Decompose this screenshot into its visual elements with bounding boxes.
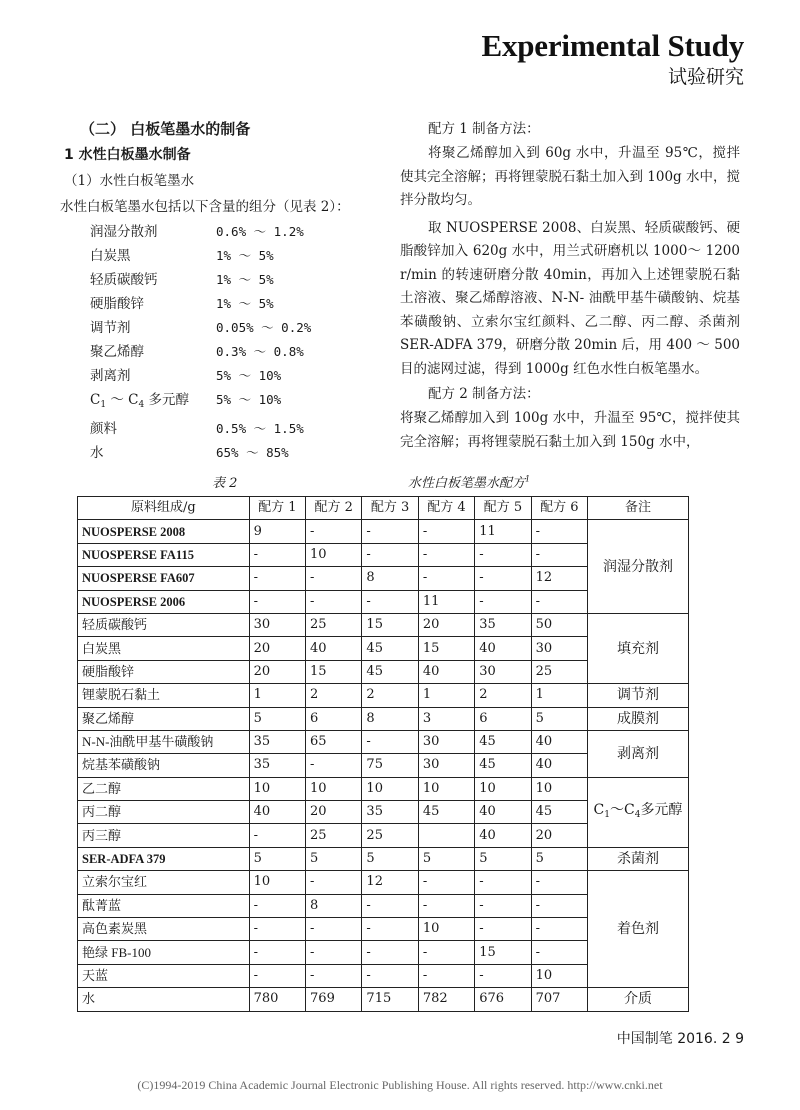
table-cell-value: 715 (362, 988, 418, 1011)
component-range: 0.3% ～ 0.8% (216, 344, 304, 359)
table-cell-material: 立索尔宝红 (78, 871, 250, 894)
table-row (78, 871, 689, 894)
component-range: 5% ～ 10% (216, 368, 282, 383)
table-cell-value: 45 (362, 660, 418, 683)
table-cell-value: 2 (306, 684, 362, 707)
component-range: 0.05% ～ 0.2% (216, 320, 312, 335)
table-cell-material: 乙二醇 (78, 777, 250, 800)
table-cell-value: 25 (362, 824, 418, 847)
table-cell-value: - (475, 918, 531, 941)
table-cell-value: - (362, 894, 418, 917)
table-cell-material: 聚乙烯醇 (78, 707, 250, 730)
table-cell-value: 20 (249, 637, 305, 660)
table-row (78, 613, 689, 636)
table-cell-value: - (418, 964, 474, 987)
component-range: 65% ～ 85% (216, 445, 289, 460)
table-row (78, 707, 689, 730)
table-header-cell: 配方 6 (531, 497, 587, 520)
table-cell-value: - (531, 520, 587, 543)
table-row (78, 684, 689, 707)
table-cell-value: - (475, 964, 531, 987)
table-cell-value: 6 (306, 707, 362, 730)
table-cell-value: 40 (475, 824, 531, 847)
table-cell-value: 8 (362, 707, 418, 730)
component-name: 润湿分散剂 (90, 224, 158, 240)
table-cell-value: 1 (531, 684, 587, 707)
section-title: （二） 白板笔墨水的制备 (80, 120, 251, 138)
table-cell-value: 45 (475, 754, 531, 777)
table-cell-value: 40 (531, 730, 587, 753)
table-cell-value: 50 (531, 613, 587, 636)
table-cell-value: - (475, 543, 531, 566)
table-cell-value: 75 (362, 754, 418, 777)
table-cell-value: 10 (475, 777, 531, 800)
table-cell-value: 5 (249, 707, 305, 730)
table-cell-material: 丙三醇 (78, 824, 250, 847)
table-cell-material: 酞菁蓝 (78, 894, 250, 917)
table-cell-value: - (418, 520, 474, 543)
table-cell-value: 40 (531, 754, 587, 777)
table-cell-value: 1 (249, 684, 305, 707)
table-header-cell: 配方 1 (249, 497, 305, 520)
table-cell-value: 10 (531, 777, 587, 800)
table-cell-value: 15 (418, 637, 474, 660)
component-row (90, 364, 392, 388)
table-cell-value: 676 (475, 988, 531, 1011)
table-cell-value: - (418, 543, 474, 566)
table-cell-value: - (249, 964, 305, 987)
table-row (78, 520, 689, 543)
table-cell-value: 30 (249, 613, 305, 636)
table-cell-material: 水 (78, 988, 250, 1011)
table-cell-value: - (475, 871, 531, 894)
component-row (90, 220, 392, 244)
table-cell-material: N-N-油酰甲基牛磺酸钠 (78, 730, 250, 753)
table-cell-value: - (531, 871, 587, 894)
table-cell-value: - (362, 543, 418, 566)
table-cell-value: 15 (362, 613, 418, 636)
method2-title: 配方 2 制备方法： (428, 386, 540, 402)
table-cell-value: - (306, 567, 362, 590)
table-cell-value: 40 (418, 660, 474, 683)
table-caption-number: 表 2 (212, 476, 238, 491)
table-row (78, 730, 689, 753)
table-cell-material: NUOSPERSE FA607 (78, 567, 250, 590)
table-cell-material: NUOSPERSE 2008 (78, 520, 250, 543)
table-row (78, 847, 689, 870)
table-cell-value: 35 (249, 754, 305, 777)
table-row (78, 777, 689, 800)
table-cell-value: 11 (418, 590, 474, 613)
component-row (90, 292, 392, 316)
table-cell-value: - (418, 567, 474, 590)
component-name: 硬脂酸锌 (90, 296, 144, 312)
table-cell-value: - (306, 520, 362, 543)
table-cell-value: - (306, 590, 362, 613)
component-row (90, 268, 392, 292)
table-row (78, 988, 689, 1011)
subsection-title: 1 水性白板墨水制备 (64, 147, 191, 163)
table-cell-value: 10 (306, 777, 362, 800)
left-column (62, 116, 392, 465)
table-cell-value: 20 (306, 801, 362, 824)
table-cell-note: $C_1\sim C_4$多元醇 (587, 777, 688, 847)
table-cell-value: - (362, 918, 418, 941)
table-cell-value: - (475, 590, 531, 613)
method1-paragraph-1: 将聚乙烯醇加入到 60g 水中，升温至 95℃，搅拌使其完全溶解；再将锂蒙脱石黏土加入到 100g 水中，搅拌分散均匀。 (400, 145, 740, 208)
method2-paragraph-1: 将聚乙烯醇加入到 100g 水中，升温至 95℃，搅拌使其完全溶解；再将锂蒙脱石黏土加入到 150g 水中， (400, 410, 740, 450)
table-cell-material: 锂蒙脱石黏土 (78, 684, 250, 707)
table-cell-value: 45 (362, 637, 418, 660)
table-cell-value: - (531, 590, 587, 613)
table-cell-value: 10 (249, 871, 305, 894)
table-cell-value: 1 (418, 684, 474, 707)
table-cell-value: - (531, 543, 587, 566)
component-name: 聚乙烯醇 (90, 344, 144, 360)
right-column (400, 116, 740, 454)
table-header-row (78, 497, 689, 520)
table-cell-note: 剥离剂 (587, 730, 688, 777)
table-cell-value: 25 (306, 613, 362, 636)
table-cell-material: NUOSPERSE 2006 (78, 590, 250, 613)
table-cell-note: 润湿分散剂 (587, 520, 688, 614)
table-cell-value: - (531, 894, 587, 917)
table-cell-value: - (531, 918, 587, 941)
table-cell-material: NUOSPERSE FA115 (78, 543, 250, 566)
table-cell-value: 10 (531, 964, 587, 987)
table-cell-value: - (306, 754, 362, 777)
table-cell-value: 25 (306, 824, 362, 847)
table-cell-material: 丙二醇 (78, 801, 250, 824)
table-cell-value: 40 (475, 637, 531, 660)
table-cell-value: - (362, 941, 418, 964)
table-cell-value: 15 (475, 941, 531, 964)
component-row (90, 417, 392, 441)
component-row (90, 388, 392, 417)
component-range: 5% ～ 10% (216, 392, 282, 407)
table-cell-value: 45 (418, 801, 474, 824)
component-range: 1% ～ 5% (216, 272, 274, 287)
table-cell-value: 3 (418, 707, 474, 730)
table-cell-value: 12 (531, 567, 587, 590)
component-name: 调节剂 (90, 320, 131, 336)
table-cell-material: 天蓝 (78, 964, 250, 987)
header-title-en: Experimental Study (481, 28, 744, 63)
intro-text: 水性白板笔墨水包括以下含量的组分（见表 2）： (60, 199, 350, 215)
table-cell-value: 45 (531, 801, 587, 824)
table-cell-note: 介质 (587, 988, 688, 1011)
table-cell-value: 35 (249, 730, 305, 753)
table-cell-value: 12 (362, 871, 418, 894)
table-cell-value: 20 (249, 660, 305, 683)
table-cell-value: 20 (531, 824, 587, 847)
table-cell-note: 杀菌剂 (587, 847, 688, 870)
table-cell-value: 769 (306, 988, 362, 1011)
component-name: 轻质碳酸钙 (90, 272, 158, 288)
component-range: 0.6% ～ 1.2% (216, 224, 304, 239)
subsubsection-title: （1）水性白板笔墨水 (64, 173, 195, 189)
formula-table (77, 496, 689, 1012)
table-cell-value: 5 (531, 847, 587, 870)
table-cell-value: 40 (249, 801, 305, 824)
table-cell-material: 烷基苯磺酸钠 (78, 754, 250, 777)
component-range: 1% ～ 5% (216, 296, 274, 311)
table-cell-value: 782 (418, 988, 474, 1011)
table-cell-value: 707 (531, 988, 587, 1011)
table-caption-title: 水性白板笔墨水配方$^1$ (408, 474, 531, 491)
table-cell-value: 65 (306, 730, 362, 753)
table-cell-value: 35 (475, 613, 531, 636)
table-cell-material: 艳绿 FB-100 (78, 941, 250, 964)
table-cell-value: - (249, 918, 305, 941)
component-name: 剥离剂 (90, 368, 131, 384)
table-cell-value: 35 (362, 801, 418, 824)
table-cell-material: 白炭黑 (78, 637, 250, 660)
table-cell-value: 15 (306, 660, 362, 683)
component-name: $C_1$ ～ $C_4$ 多元醇 (90, 392, 190, 410)
table-cell-value: - (475, 567, 531, 590)
component-name: 白炭黑 (90, 248, 131, 264)
table-header-cell: 配方 3 (362, 497, 418, 520)
table-cell-value: 5 (306, 847, 362, 870)
table-cell-value: - (249, 543, 305, 566)
table-cell-material: 高色素炭黑 (78, 918, 250, 941)
table-cell-value: 5 (418, 847, 474, 870)
table-cell-value: 40 (475, 801, 531, 824)
table-cell-note: 填充剂 (587, 613, 688, 683)
table-cell-value: 30 (418, 754, 474, 777)
table-cell-value: 10 (418, 777, 474, 800)
table-cell-note: 调节剂 (587, 684, 688, 707)
table-cell-value: 30 (475, 660, 531, 683)
method1-title: 配方 1 制备方法： (428, 121, 540, 137)
table-cell-value: 10 (362, 777, 418, 800)
table-cell-value: 10 (306, 543, 362, 566)
table-cell-material: SER-ADFA 379 (78, 847, 250, 870)
table-cell-value: 2 (362, 684, 418, 707)
table-header-cell: 原料组成/g (78, 497, 250, 520)
method1-paragraph-2: 取 NUOSPERSE 2008、白炭黑、轻质碳酸钙、硬脂酸锌加入 620g 水中，用兰式研磨机以 1000～ 1200 r/min 的转速研磨分散 40min，再加入上述锂蒙脱石黏土溶液、聚乙烯醇溶液、N-N- 油酰甲基牛磺酸钠、烷基苯磺酸钠、立索尔宝红颜料、乙二醇、丙二醇、杀菌剂 SER-ADFA 379，研磨分散 20min 后，用 400 ～ 500 目的滤网过滤，得到 1000g 红色水性白板笔墨水。 (400, 219, 740, 377)
table-cell-value: 8 (362, 567, 418, 590)
table-cell-value: - (418, 871, 474, 894)
table-header-cell: 配方 4 (418, 497, 474, 520)
table-cell-value: 30 (418, 730, 474, 753)
table-cell-value: - (249, 824, 305, 847)
table-cell-value: 10 (249, 777, 305, 800)
table-cell-value: - (475, 894, 531, 917)
table-cell-note: 成膜剂 (587, 707, 688, 730)
table-cell-value: - (249, 894, 305, 917)
table-cell-value: - (306, 964, 362, 987)
component-row (90, 340, 392, 364)
component-name: 颜料 (90, 421, 117, 437)
table-cell-value: 20 (418, 613, 474, 636)
component-row (90, 244, 392, 268)
table-cell-value: 5 (249, 847, 305, 870)
table-cell-value: - (531, 941, 587, 964)
table-cell-value: 5 (531, 707, 587, 730)
component-range: 1% ～ 5% (216, 248, 274, 263)
table-cell-value: - (362, 964, 418, 987)
table-cell-value: 30 (531, 637, 587, 660)
table-header-cell: 配方 5 (475, 497, 531, 520)
table-cell-value: 25 (531, 660, 587, 683)
table-cell-value: - (418, 941, 474, 964)
table-cell-note: 着色剂 (587, 871, 688, 988)
table-cell-value: 5 (362, 847, 418, 870)
table-cell-value: 6 (475, 707, 531, 730)
component-range: 0.5% ～ 1.5% (216, 421, 304, 436)
table-cell-value: 8 (306, 894, 362, 917)
table-cell-value: - (249, 941, 305, 964)
table-cell-value: - (418, 894, 474, 917)
table-cell-value: - (306, 941, 362, 964)
table-caption (0, 472, 800, 492)
table-cell-value: 40 (306, 637, 362, 660)
table-cell-value: - (362, 730, 418, 753)
page-footer: 中国制笔 2016. 2 9 (616, 1031, 744, 1047)
table-cell-value: - (362, 590, 418, 613)
table-cell-material: 轻质碳酸钙 (78, 613, 250, 636)
table-cell-value: 11 (475, 520, 531, 543)
table-cell-value: 780 (249, 988, 305, 1011)
table-cell-value (418, 824, 474, 847)
table-cell-value: 10 (418, 918, 474, 941)
table-cell-value: - (306, 871, 362, 894)
table-cell-value: 45 (475, 730, 531, 753)
table-cell-value: - (249, 590, 305, 613)
component-name: 水 (90, 445, 104, 461)
copyright-line: (C)1994-2019 China Academic Journal Electronic Publishing House. All rights reserved. http://www.cnki.net (137, 1078, 663, 1092)
table-cell-value: - (362, 520, 418, 543)
table-cell-material: 硬脂酸锌 (78, 660, 250, 683)
header-title-zh: 试验研究 (667, 66, 744, 88)
table-cell-value: 2 (475, 684, 531, 707)
table-cell-value: 5 (475, 847, 531, 870)
table-cell-value: - (249, 567, 305, 590)
table-header-cell: 备注 (587, 497, 688, 520)
component-row (90, 441, 392, 465)
table-header-cell: 配方 2 (306, 497, 362, 520)
component-list (62, 220, 392, 465)
component-row (90, 316, 392, 340)
table-cell-value: - (306, 918, 362, 941)
table-cell-value: 9 (249, 520, 305, 543)
